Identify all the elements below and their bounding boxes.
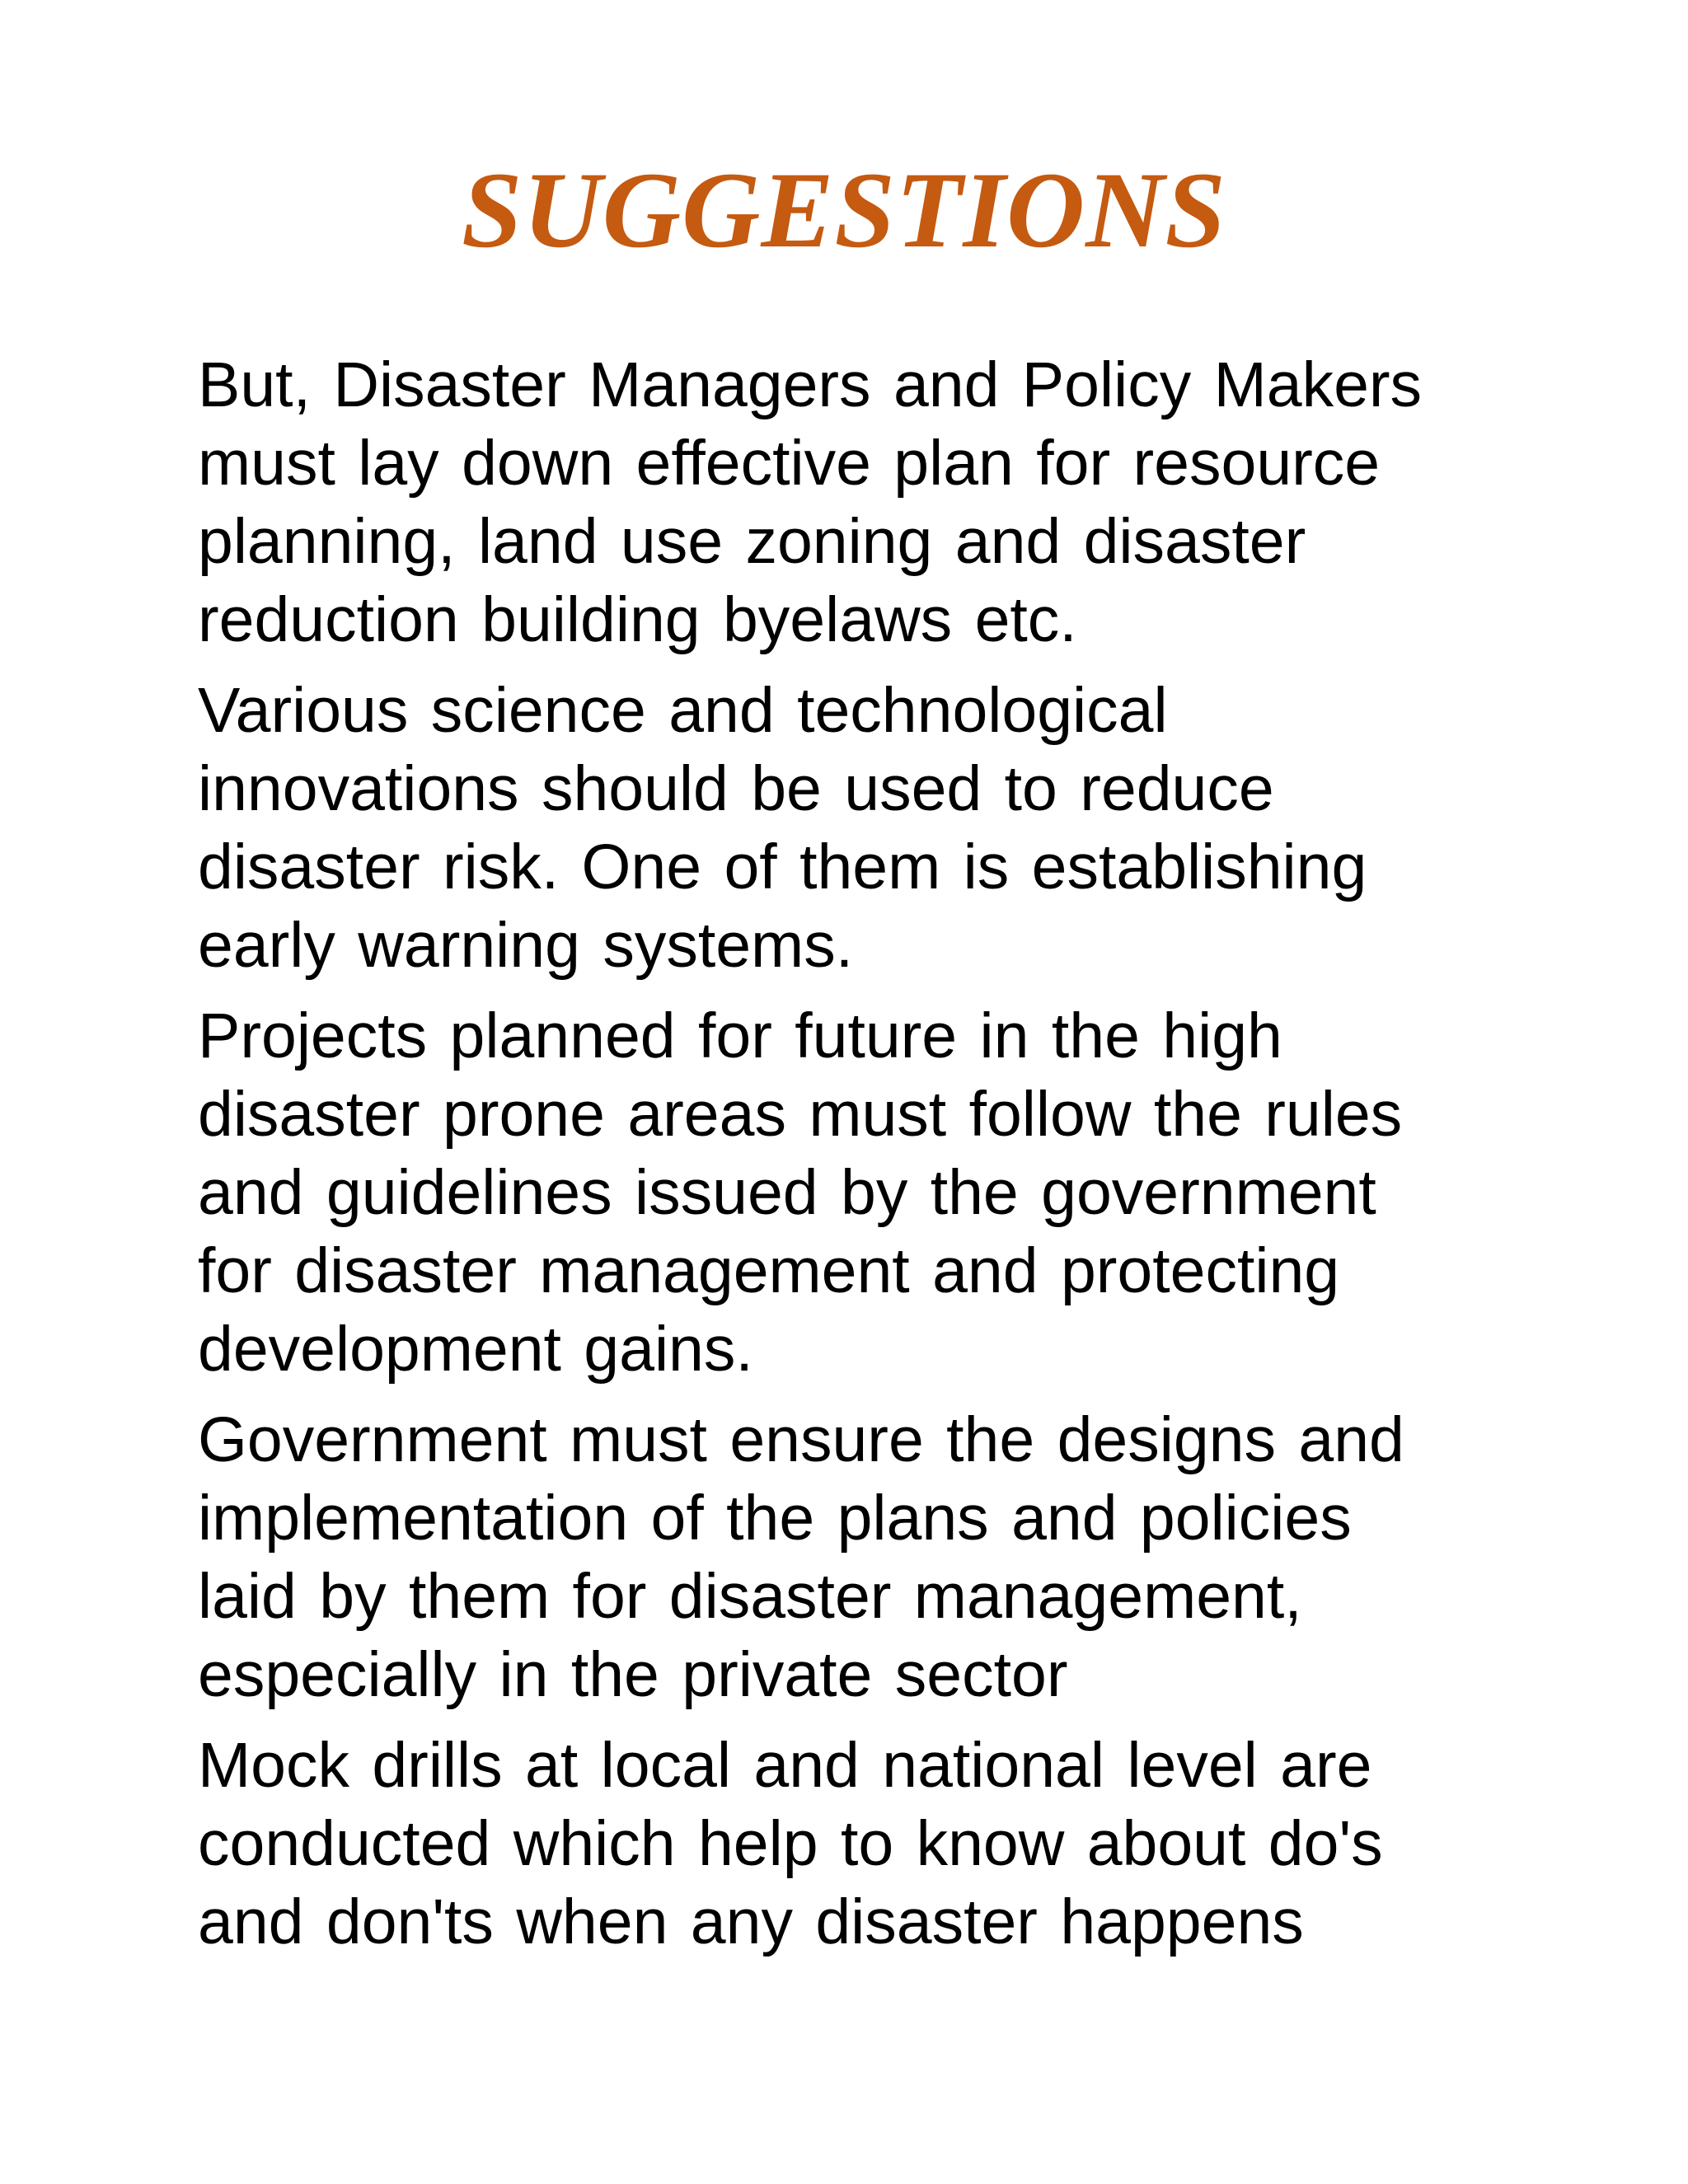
suggestions-body [198,346,1533,1974]
page-title: SUGGESTIONS [462,149,1226,270]
paragraph-2: Various science and technological innovations should be used to reduce disaster risk. One of them is establishing early warning systems. [198,675,1367,981]
paragraph-3: Projects planned for future in the high disaster prone areas must follow the rules and guidelines issued by the government for disaster management and protecting development gains. [198,1001,1403,1385]
paragraph-4: Government must ensure the designs and implementation of the plans and policies laid by them for disaster management, especially in the private sector [198,1404,1404,1710]
paragraph-1: But, Disaster Managers and Policy Makers must lay down effective plan for resource planning, land use zoning and disaster reduction building byelaws etc. [198,349,1423,655]
paragraph-5: Mock drills at local and national level are conducted which help to know about do's and don'ts when any disaster happens [198,1730,1383,1957]
